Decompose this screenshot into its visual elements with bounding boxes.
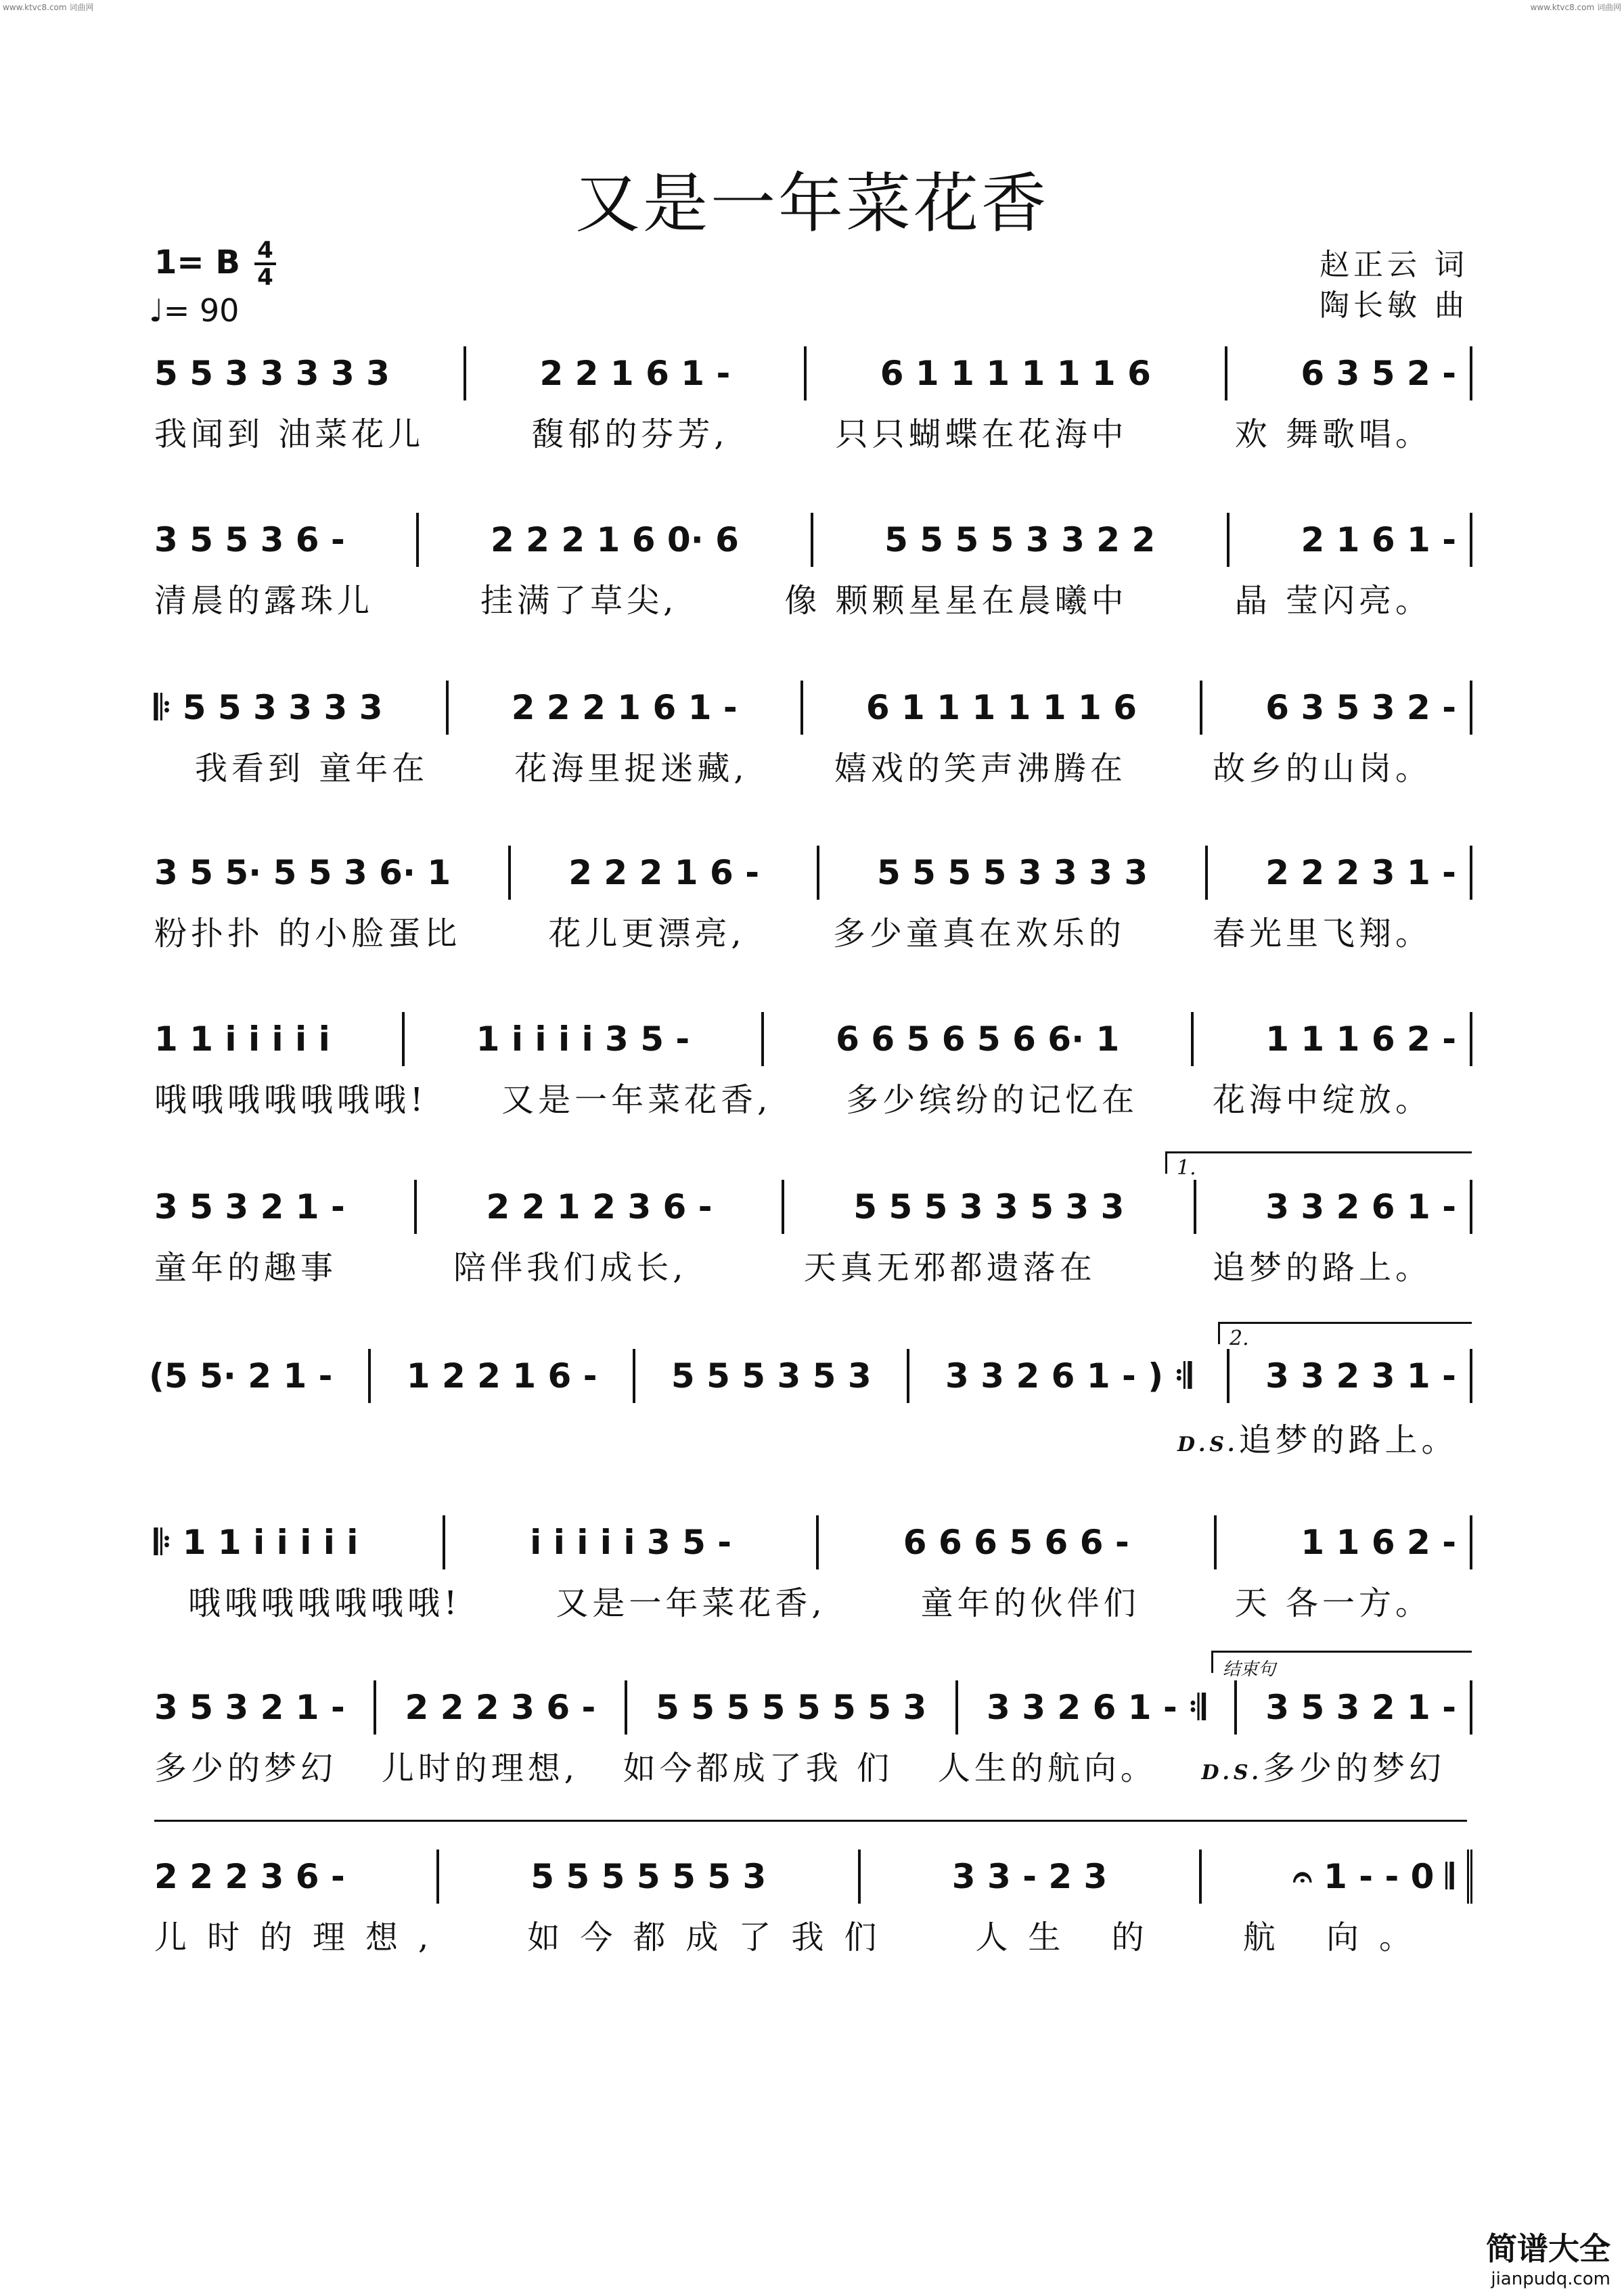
- measure: 2 2 2 1 6 0· 6: [490, 520, 739, 559]
- measure: 5 5 5 5 3 3 2 2: [884, 520, 1156, 559]
- lyric: 人生 的: [975, 1918, 1165, 1956]
- measure: 6 6 6 5 6 6 -: [903, 1523, 1129, 1562]
- measure: 3 3 2 6 1 - 𝄇: [987, 1687, 1206, 1727]
- measure: 2 2 2 3 1 -: [1265, 853, 1456, 892]
- notation-line: [149, 1349, 1472, 1403]
- lyric: 追梦的路上。: [1212, 1248, 1432, 1287]
- time-signature: [252, 238, 279, 290]
- lyric-line: [154, 574, 1472, 621]
- notation-line: [154, 1012, 1472, 1066]
- volta-1-label: 1.: [1177, 1156, 1196, 1180]
- tempo-marking: ♩= 90: [149, 292, 240, 329]
- measure: 5 5 5 5 5 5 3: [531, 1857, 767, 1896]
- volta-bracket-1: [1165, 1151, 1472, 1180]
- lyric: 故乡的山岗。: [1212, 749, 1432, 787]
- lyric-line: [154, 1576, 1472, 1624]
- measure: 1 i i i i 3 5 -: [476, 1019, 690, 1059]
- lyric: 多少的梦幻: [154, 1749, 338, 1787]
- measure: 1 1 1 6 2 -: [1265, 1019, 1456, 1059]
- notation-line: [154, 681, 1472, 735]
- ds-marking: D.S.: [1201, 1760, 1263, 1785]
- lyric-line: [154, 1073, 1472, 1120]
- lyric-ending: [1202, 1742, 1445, 1789]
- measure: 5 5 5 5 5 5 5 3: [656, 1688, 927, 1727]
- lyricist-credit: 赵正云 词: [1320, 248, 1468, 282]
- lyric: 晶 莹闪亮。: [1234, 581, 1432, 620]
- measure: 1 2 2 1 6 -: [406, 1356, 597, 1396]
- lyric: 粉扑扑 的小脸蛋比: [154, 914, 461, 952]
- measure: 2 2 2 1 6 -: [568, 853, 759, 892]
- measure: 3 5 3 2 1 -: [154, 1187, 345, 1226]
- measure: 2 2 1 6 1 -: [539, 354, 731, 393]
- lyric: 多少缤纷的记忆在: [846, 1080, 1139, 1119]
- measure: 3 3 2 6 1 - ) 𝄇: [945, 1356, 1192, 1396]
- lyric: 馥郁的芬芳,: [531, 415, 729, 453]
- ds-marking: D.S.: [1177, 1433, 1239, 1456]
- measure: 1 1 i i i i i: [154, 1019, 330, 1059]
- volta-2-label: 2.: [1230, 1327, 1249, 1350]
- measure: 3 3 2 6 1 -: [1265, 1187, 1456, 1226]
- measure: 2 2 1 2 3 6 -: [486, 1187, 713, 1226]
- notation-line: [154, 1180, 1472, 1234]
- measure: 2 1 6 1 -: [1301, 520, 1456, 559]
- coda-bracket: [154, 1820, 1467, 1822]
- lyric-line: [154, 1910, 1472, 1958]
- measure: 5 5 3 3 3 3 3: [154, 354, 390, 393]
- lyric: 儿时的理想,: [154, 1918, 449, 1956]
- measure: 2 2 2 3 6 -: [154, 1857, 345, 1896]
- measure: 6 1 1 1 1 1 1 6: [865, 688, 1137, 727]
- notation-line: [154, 1515, 1472, 1569]
- lyric: 童年的伙伴们: [920, 1584, 1140, 1622]
- lyric: 只只蝴蝶在花海中: [835, 415, 1128, 453]
- measure: (5 5· 2 1 -: [149, 1356, 333, 1396]
- lyric: 多少童真在欢乐的: [832, 914, 1125, 952]
- measure: 6 3 5 3 2 -: [1265, 688, 1456, 727]
- lyric: 哦哦哦哦哦哦哦!: [188, 1584, 461, 1622]
- measure: 3 5 5 3 6 -: [154, 520, 345, 559]
- measure: 3 3 - 2 3: [951, 1857, 1108, 1896]
- lyric: 童年的趣事: [154, 1248, 338, 1287]
- notation-line: [154, 846, 1472, 900]
- measure: 𝄆 5 5 3 3 3 3: [154, 687, 383, 727]
- time-signature-top: 4: [257, 237, 273, 264]
- composer-credit: 陶长敏 曲: [1320, 288, 1468, 323]
- lyric: 航 向。: [1242, 1918, 1432, 1956]
- notation-line: [154, 513, 1472, 567]
- measure: 3 5 3 2 1 -: [154, 1688, 345, 1727]
- notation-line: [154, 1680, 1472, 1735]
- lyric: 人生的航向。: [937, 1749, 1157, 1787]
- lyric-line: [154, 1241, 1472, 1288]
- key-signature: 1= B: [154, 244, 240, 281]
- measure: 𝄐 1 - - 0 𝄂: [1292, 1856, 1453, 1896]
- volta-bracket-2: [1218, 1322, 1472, 1350]
- lyric: 花海中绽放。: [1212, 1080, 1432, 1119]
- notation-line: [154, 1850, 1472, 1904]
- measure: 5 5 5 5 3 3 3 3: [876, 853, 1148, 892]
- lyric: 多少的梦幻: [1262, 1749, 1445, 1787]
- lyric: 儿时的理想,: [381, 1749, 579, 1787]
- lyric: 天 各一方。: [1234, 1584, 1432, 1622]
- lyric-line: [154, 1741, 1472, 1789]
- lyric: 欢 舞歌唱。: [1234, 415, 1432, 453]
- lyric-volta-2: [1177, 1414, 1458, 1461]
- header-right-watermark: www.ktvc8.com 词曲网: [1530, 3, 1621, 12]
- measure: 3 5 3 2 1 -: [1265, 1688, 1456, 1727]
- lyric: 像 颗颗星星在晨曦中: [784, 581, 1128, 620]
- measure: 2 2 2 1 6 1 -: [511, 688, 738, 727]
- lyric: 又是一年菜花香,: [556, 1584, 826, 1622]
- lyric: 我闻到 油菜花儿: [154, 415, 425, 453]
- lyric: 嬉戏的笑声沸腾在: [834, 749, 1127, 787]
- lyric: 春光里飞翔。: [1212, 914, 1432, 952]
- lyric: 我看到 童年在: [195, 749, 429, 787]
- logo-sub-text: jianpudq.com: [1491, 2269, 1610, 2289]
- lyric: 追梦的路上。: [1238, 1421, 1458, 1459]
- measure: 5 5 5 3 5 3: [671, 1356, 872, 1396]
- measure: 2 2 2 3 6 -: [405, 1688, 596, 1727]
- measure: 3 3 2 3 1 -: [1265, 1356, 1456, 1396]
- lyric-line: [154, 906, 1472, 954]
- lyric: 陪伴我们成长,: [453, 1248, 687, 1287]
- measure: 1 1 6 2 -: [1301, 1523, 1456, 1562]
- time-signature-bottom: 4: [257, 264, 273, 291]
- notation-line: [154, 346, 1472, 400]
- measure: i i i i i 3 5 -: [530, 1523, 732, 1562]
- song-title: 又是一年菜花香: [575, 166, 1049, 242]
- lyric: 清晨的露珠儿: [154, 581, 374, 620]
- measure: 6 6 5 6 5 6 6· 1: [836, 1019, 1120, 1059]
- lyric: 如今都成了我 们: [623, 1749, 894, 1787]
- lyric: 哦哦哦哦哦哦哦!: [154, 1080, 428, 1119]
- measure: 6 3 5 2 -: [1301, 354, 1456, 393]
- logo-main-text: 简谱大全: [1486, 2230, 1610, 2267]
- ending-label: 结束句: [1223, 1659, 1276, 1680]
- measure: 5 5 5 3 3 5 3 3: [853, 1187, 1125, 1226]
- site-logo: [1486, 2224, 1610, 2289]
- measure: 6 1 1 1 1 1 1 6: [880, 354, 1151, 393]
- ending-bracket: [1211, 1651, 1472, 1680]
- lyric: 如今都成了我们: [527, 1918, 897, 1956]
- lyric: 又是一年菜花香,: [501, 1080, 772, 1119]
- header-left-watermark: www.ktvc8.com 词曲网: [3, 3, 94, 12]
- measure: 3 5 5· 5 5 3 6· 1: [154, 853, 451, 892]
- lyric: 天真无邪都遗落在: [803, 1248, 1096, 1287]
- lyric: 花儿更漂亮,: [548, 914, 746, 952]
- lyric: 花海里捉迷藏,: [514, 749, 748, 787]
- measure: 𝄆 1 1 i i i i i: [154, 1522, 359, 1562]
- lyric-line: [154, 407, 1472, 455]
- lyric: 挂满了草尖,: [480, 581, 678, 620]
- lyric-line: [154, 741, 1472, 789]
